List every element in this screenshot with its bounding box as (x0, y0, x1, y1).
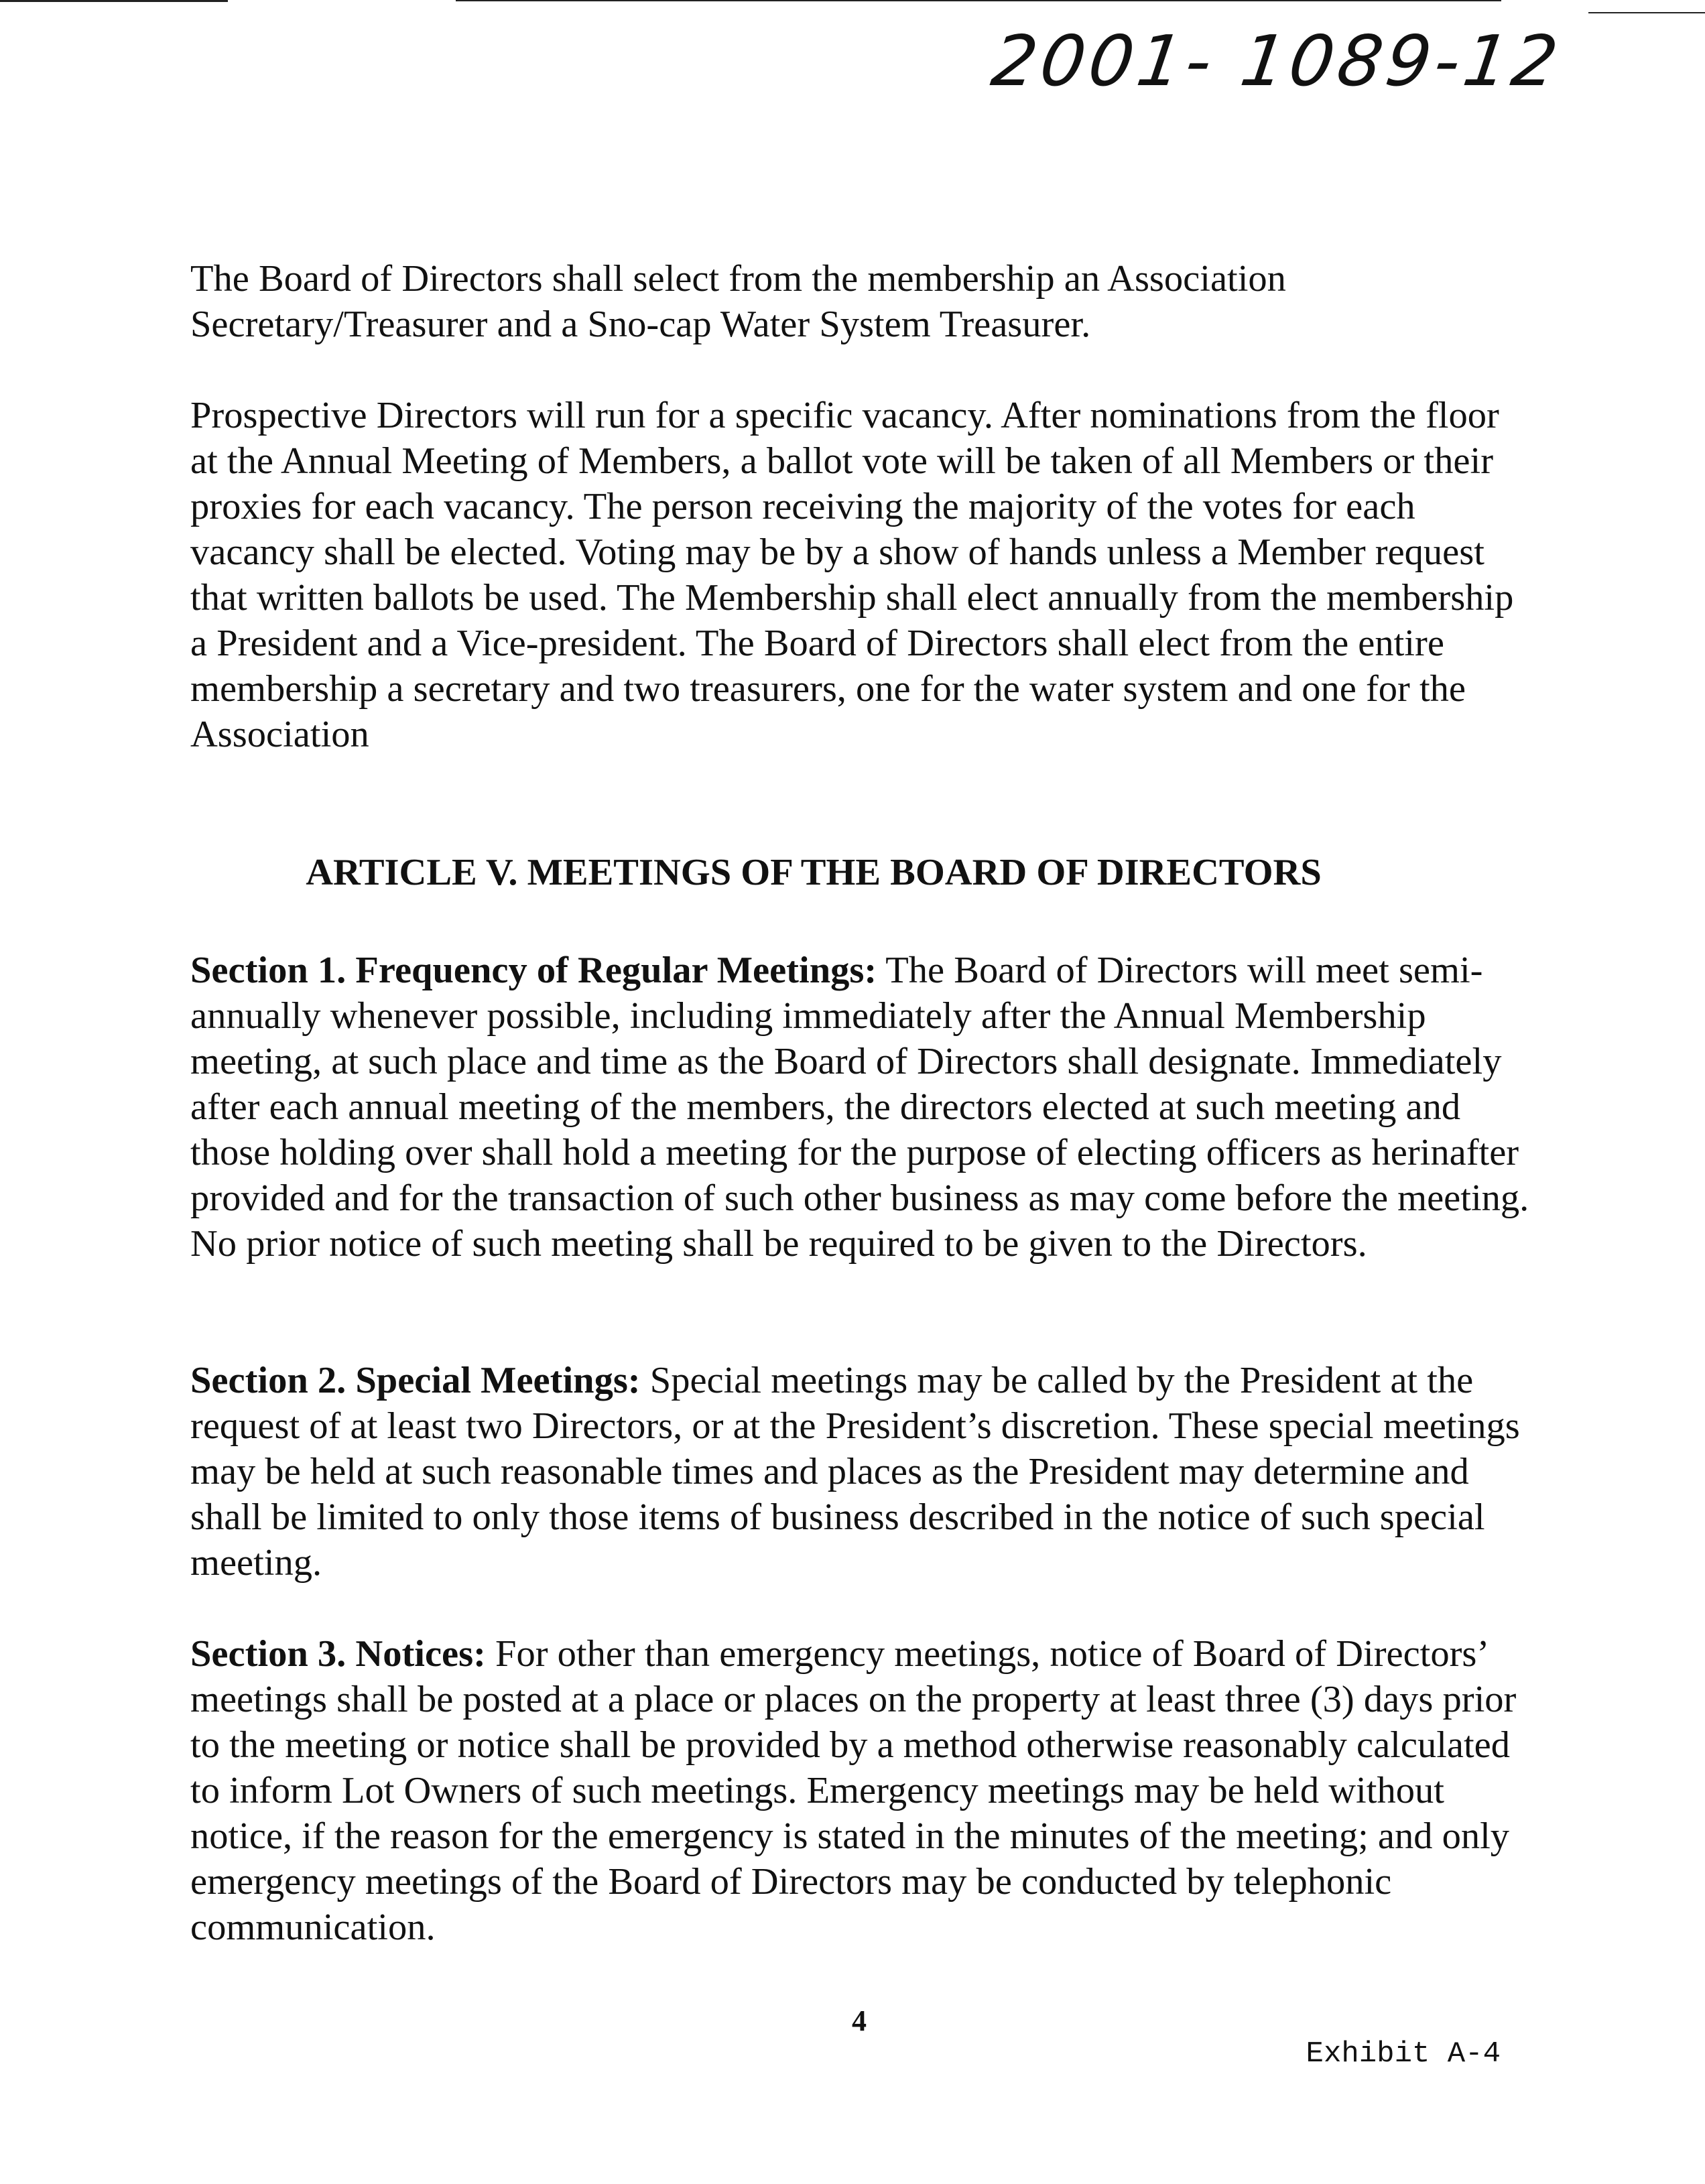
scan-edge-line-top-far-right (1588, 12, 1705, 13)
section-2-paragraph (190, 1358, 1531, 1586)
exhibit-label: Exhibit A-4 (1306, 2037, 1501, 2071)
section-2-heading: Section 2. Special Meetings: (190, 1360, 641, 1401)
recording-number: 2001- 1089-12 (987, 20, 1567, 102)
section-3-heading: Section 3. Notices: (190, 1633, 486, 1675)
section-1-text: The Board of Directors will meet semi-annually whenever possible, including immediately after the Annual Membership meeting, at such place and time as the Board of Directors shall designate. Immediately after each annual meeting of the members, the directors elected at such meeting and those holding over shall hold a meeting for the purpose of electing officers as herinafter provided and for the transaction of such other business as may come before the meeting. No prior notice of such meeting shall be required to be given to the Directors. (190, 950, 1529, 1265)
scan-edge-line-top-right (456, 0, 1501, 1)
intro-paragraph-officer-selection: The Board of Directors shall select from the membership an Association Secretary/Treasurer and a Sno-cap Water System Treasurer. (190, 258, 1286, 345)
page-number: 4 (852, 2004, 867, 2037)
section-1-paragraph (190, 948, 1531, 1267)
section-3-text: For other than emergency meetings, notice of Board of Directors’ meetings shall be posted at a place or places on the property at least three (3) days prior to the meeting or notice shall be provided by a method otherwise reasonably calculated to inform Lot Owners of such meetings. Emergency meetings may be held without notice, if the reason for the emergency is stated in the minutes of the meeting; and only emergency meetings of the Board of Directors may be conducted by telephonic communication. (190, 1633, 1517, 1948)
scan-edge-line-top-left (0, 0, 228, 2)
section-3-paragraph (190, 1631, 1531, 1950)
section-1-heading: Section 1. Frequency of Regular Meetings: (190, 950, 877, 991)
section-2-text: Special meetings may be called by the President at the request of at least two Directors, or at the President’s discretion. These special meetings may be held at such reasonable times and places as the President may determine and shall be limited to only those items of business described in the notice of such special meeting. (190, 1360, 1520, 1584)
page-number-container (0, 2004, 1705, 2038)
article-heading: ARTICLE V. MEETINGS OF THE BOARD OF DIRECTORS (306, 852, 1322, 893)
intro-paragraph-director-elections: Prospective Directors will run for a specific vacancy. After nominations from the floor at the Annual Meeting of Members, a ballot vote will be taken of all Members or their proxies for each vacancy. The person receiving the majority of the votes for each vacancy shall be elected. Voting may be by a show of hands unless a Member request that written ballots be used. The Membership shall elect annually from the membership a President and a Vice-president. The Board of Directors shall elect from the entire membership a secretary and two treasurers, one for the water system and one for the Association (190, 395, 1514, 755)
